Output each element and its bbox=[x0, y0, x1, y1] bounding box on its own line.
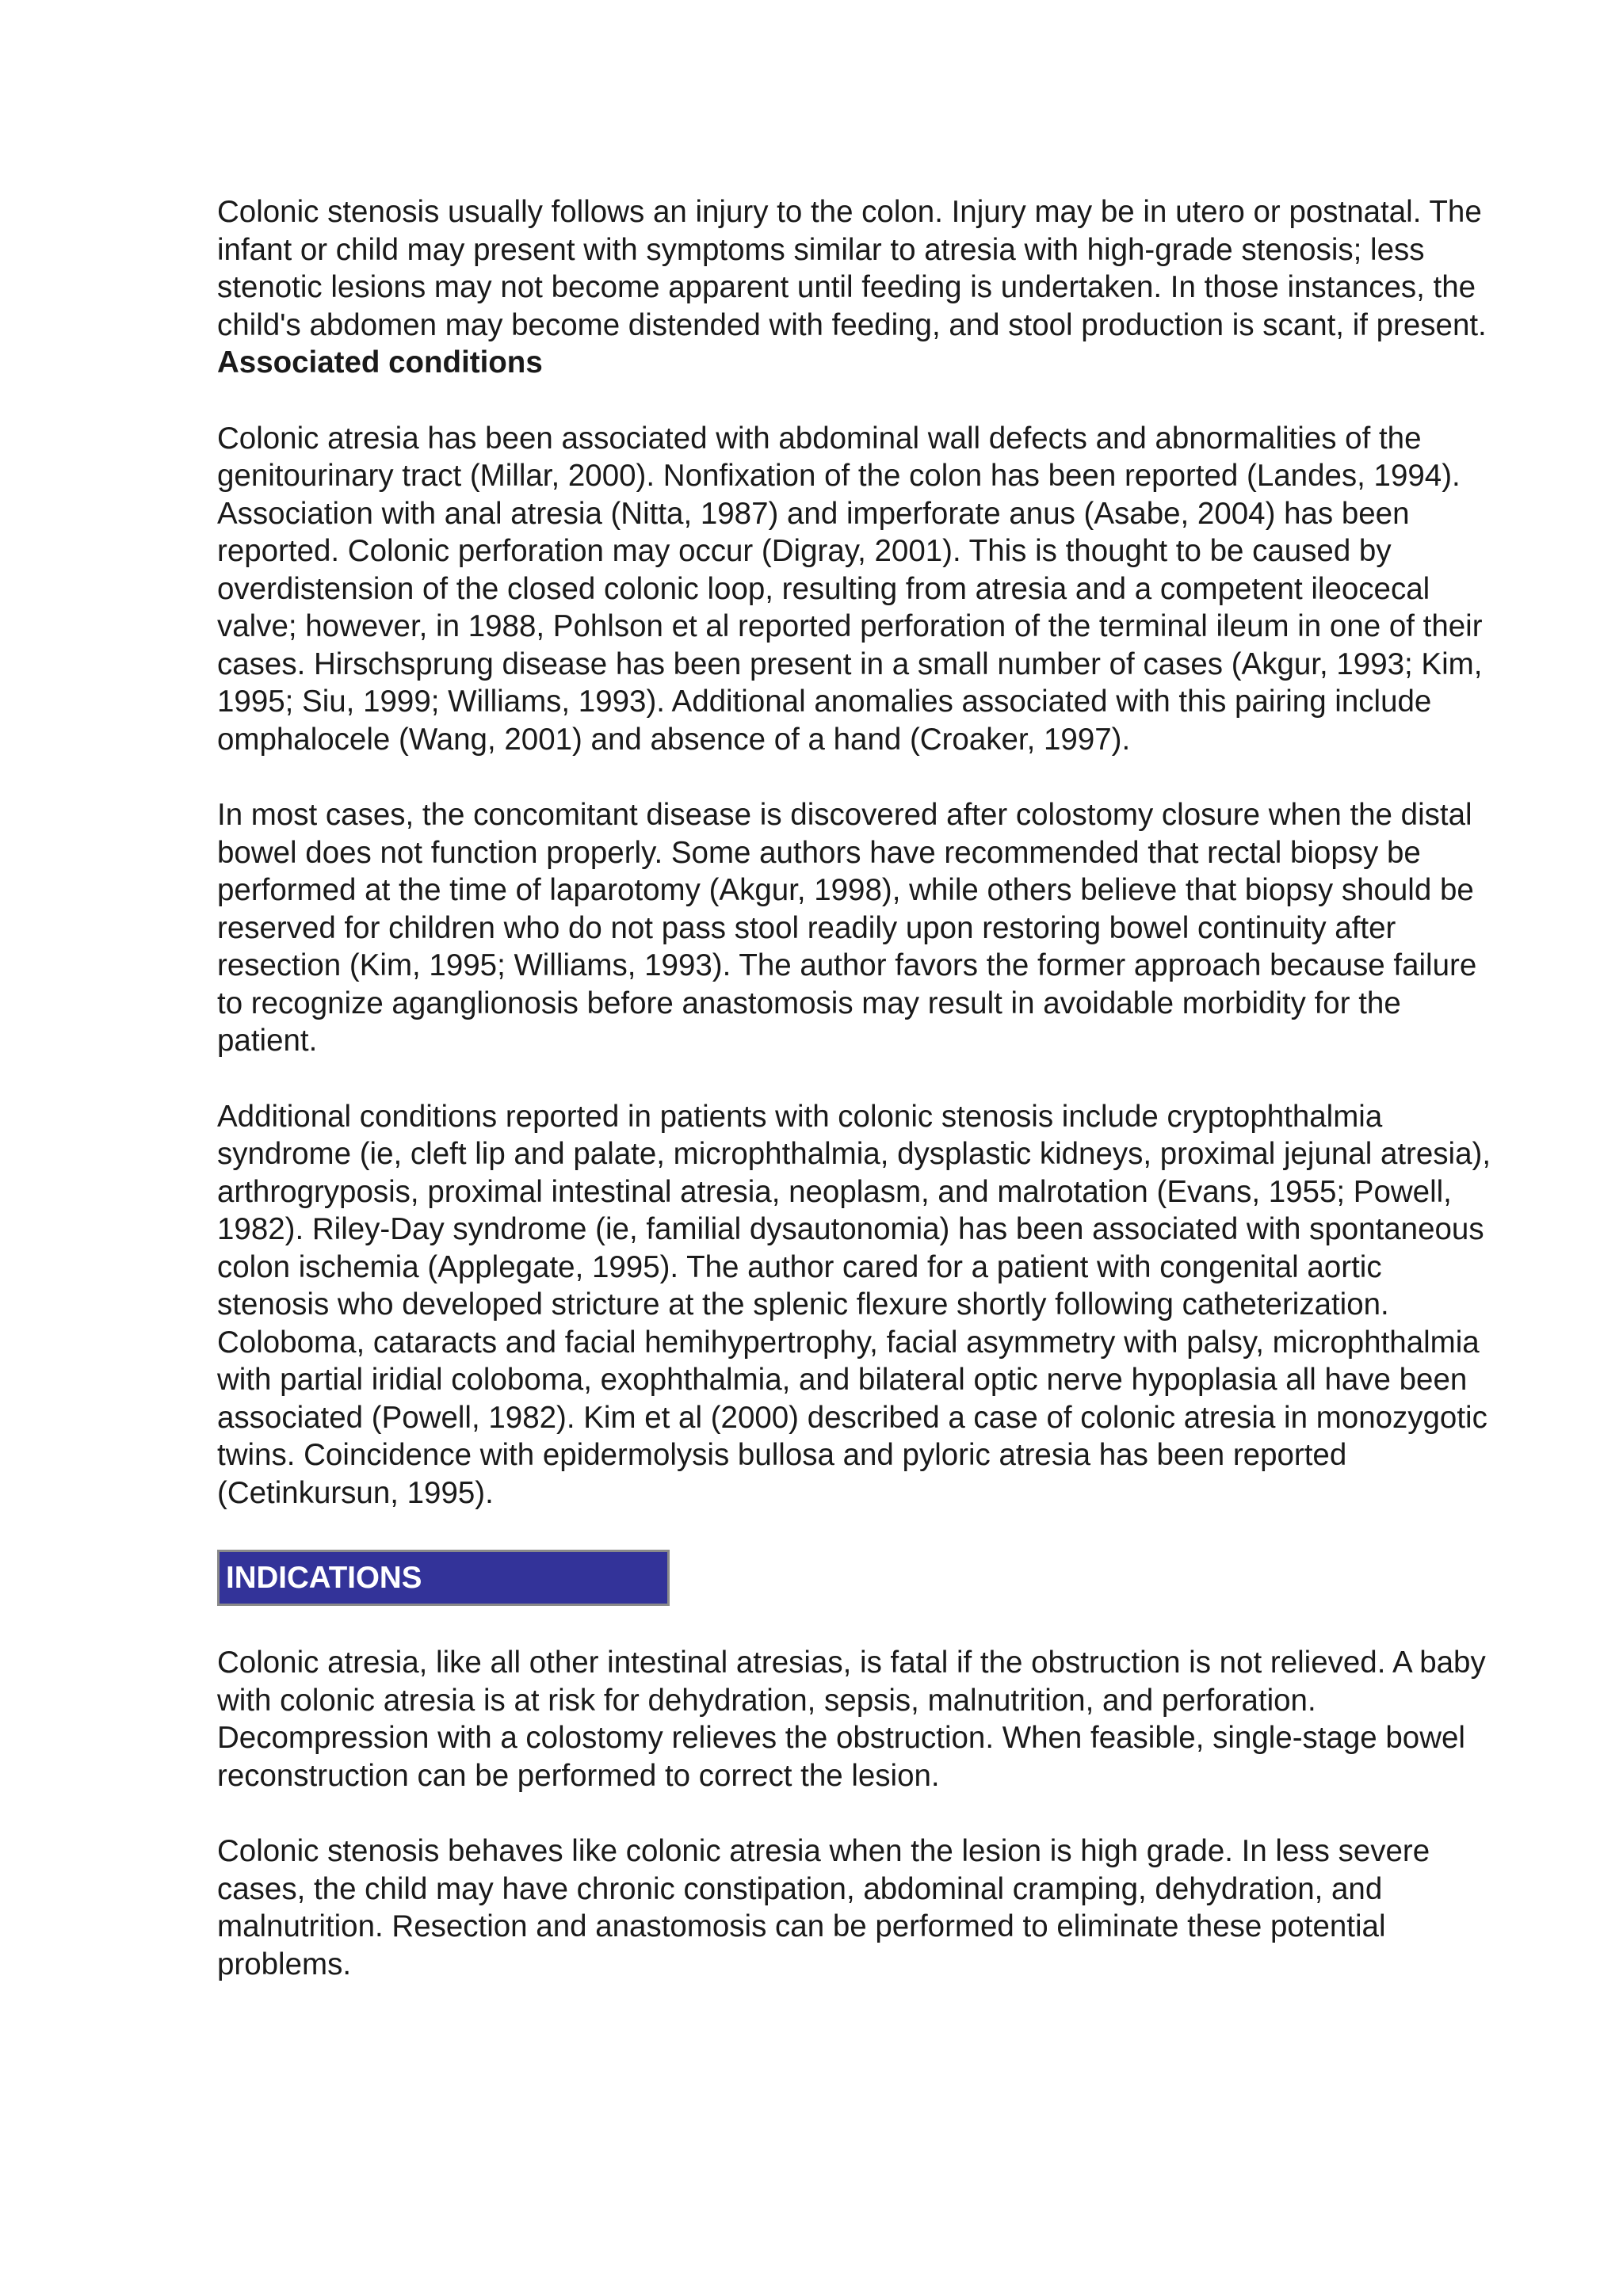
associated-conditions-paragraph-1: Colonic atresia has been associated with abdominal wall defects and abnormalities of the genitourinary tract (Millar, 2000). Nonfixation of the colon has been reported (Landes, 1994). Association with anal atresia (Nitta, 1987) and imperforate anus (Asabe, 2004) has been reported. Colonic perforation may occur (Digray, 2001). This is thought to be caused by overdistension of the closed colonic loop, resulting from atresia and a competent ileocecal valve; however, in 1988, Pohlson et al reported perforation of the terminal ileum in one of their cases. Hirschsprung disease has been present in a small number of cases (Akgur, 1993; Kim, 1995; Siu, 1999; Williams, 1993). Additional anomalies associated with this pairing include omphalocele (Wang, 2001) and absence of a hand (Croaker, 1997). bbox=[217, 421, 1483, 757]
associated-conditions-paragraph-3: Additional conditions reported in patients with colonic stenosis include cryptophthalmia syndrome (ie, cleft lip and palate, microphthalmia, dysplastic kidneys, proximal jejunal atresia), arthrogryposis, proximal intestinal atresia, neoplasm, and malrotation (Evans, 1955; Powell, 1982). Riley-Day syndrome (ie, familial dysautonomia) has been associated with spontaneous colon ischemia (Applegate, 1995). The author cared for a patient with congenital aortic stenosis who developed stricture at the splenic flexure shortly following catheterization. Coloboma, cataracts and facial hemihypertrophy, facial asymmetry with palsy, microphthalmia with partial iridial coloboma, exophthalmia, and bilateral optic nerve hypoplasia all have been associated (Powell, 1982). Kim et al (2000) described a case of colonic atresia in monozygotic twins. Coincidence with epidermolysis bullosa and pyloric atresia has been reported (Cetinkursun, 1995). bbox=[217, 1099, 1491, 1510]
indications-section-heading: INDICATIONS bbox=[217, 1550, 670, 1606]
associated-conditions-heading: Associated conditions bbox=[217, 345, 543, 379]
indications-paragraph-2: Colonic stenosis behaves like colonic atresia when the lesion is high grade. In less severe cases, the child may have chronic constipation, abdominal cramping, dehydration, and malnutrition. Resection and anastomosis can be performed to eliminate these potential problems. bbox=[217, 1834, 1430, 1981]
associated-conditions-paragraph-2: In most cases, the concomitant disease is discovered after colostomy closure when the distal bowel does not function properly. Some authors have recommended that rectal biopsy be performed at the time of laparotomy (Akgur, 1998), while others believe that biopsy should be reserved for children who do not pass stool readily upon restoring bowel continuity after resection (Kim, 1995; Williams, 1993). The author favors the former approach because failure to recognize aganglionosis before anastomosis may result in avoidable morbidity for the patient. bbox=[217, 798, 1477, 1058]
intro-paragraph: Colonic stenosis usually follows an injury to the colon. Injury may be in utero or postnatal. The infant or child may present with symptoms similar to atresia with high-grade stenosis; less stenotic lesions may not become apparent until feeding is undertaken. In those instances, the child's abdomen may become distended with feeding, and stool production is scant, if present. bbox=[217, 195, 1487, 342]
indications-paragraph-1: Colonic atresia, like all other intestinal atresias, is fatal if the obstruction is not relieved. A baby with colonic atresia is at risk for dehydration, sepsis, malnutrition, and perforation. Decompression with a colostomy relieves the obstruction. When feasible, single-stage bowel reconstruction can be performed to correct the lesion. bbox=[217, 1646, 1486, 1793]
document-page bbox=[217, 193, 1501, 1983]
